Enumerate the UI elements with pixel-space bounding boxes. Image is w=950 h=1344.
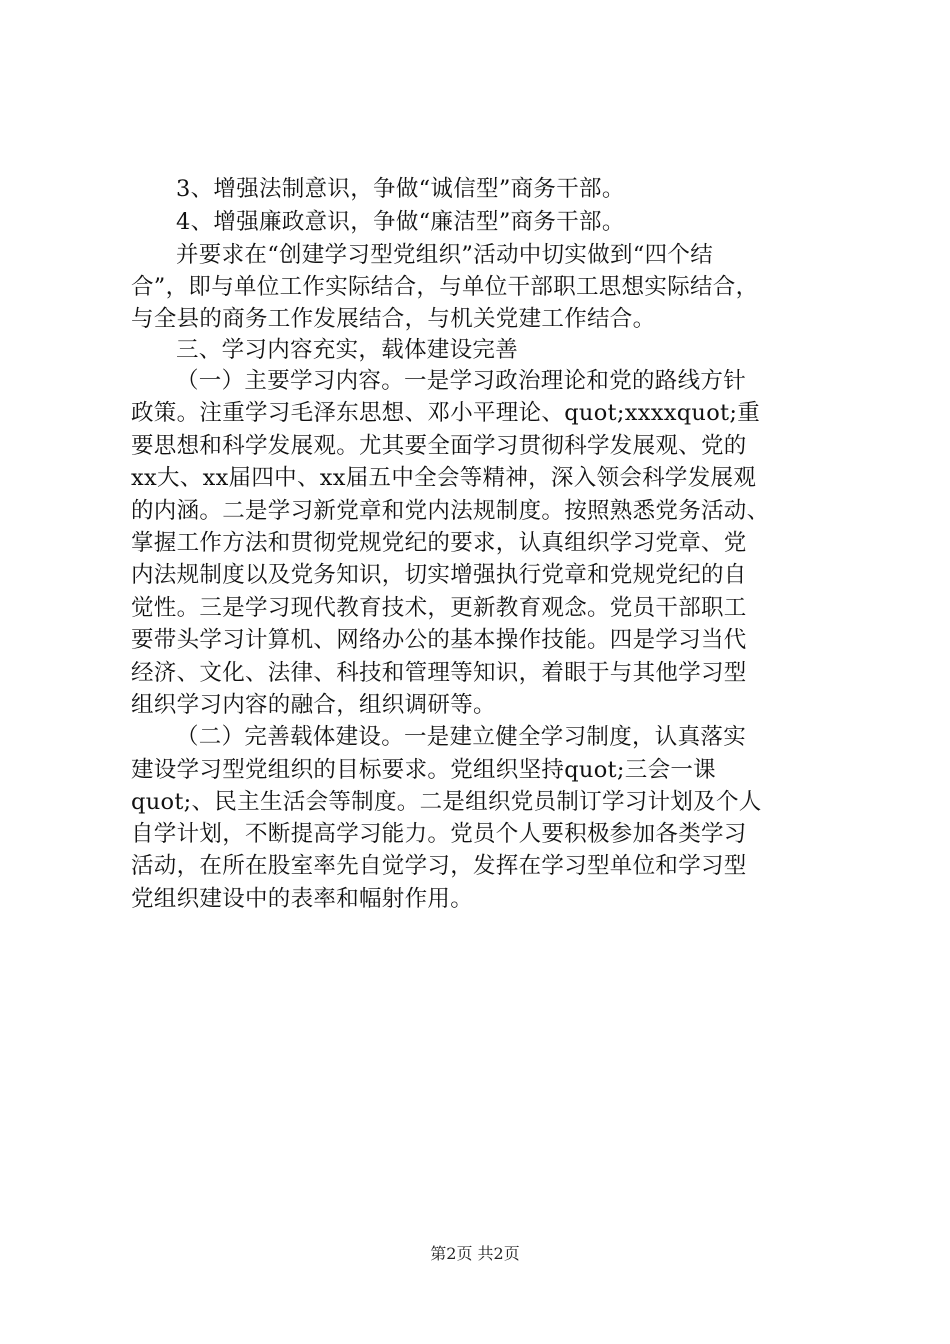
text-line: 合”，即与单位工作实际结合，与单位干部职工思想实际结合， [131, 274, 759, 300]
text-line: 政策。注重学习毛泽东思想、邓小平理论、quot;xxxxquot;重 [131, 400, 761, 426]
text-line: 并要求在“创建学习型党组织”活动中切实做到“四个结 [176, 242, 714, 268]
text-line: 要思想和科学发展观。尤其要全面学习贯彻科学发展观、党的 [131, 433, 747, 459]
section-heading: 三、学习内容充实，载体建设完善 [176, 337, 519, 363]
text-line: 内法规制度以及党务知识，切实增强执行党章和党规党纪的自 [131, 562, 747, 588]
text-line: 4、增强廉政意识，争做“廉洁型”商务干部。 [176, 209, 625, 235]
text-line: 党组织建设中的表率和幅射作用。 [131, 886, 474, 912]
text-line: 组织学习内容的融合，组织调研等。 [131, 692, 496, 718]
text-line: 要带头学习计算机、网络办公的基本操作技能。四是学习当代 [131, 627, 747, 653]
text-line: （二）完善载体建设。一是建立健全学习制度，认真落实 [176, 724, 747, 750]
text-line: 活动，在所在股室率先自觉学习，发挥在学习型单位和学习型 [131, 853, 747, 879]
text-line: （一）主要学习内容。一是学习政治理论和党的路线方针 [176, 368, 747, 394]
text-line: 自学计划，不断提高学习能力。党员个人要积极参加各类学习 [131, 821, 747, 847]
text-line: 经济、文化、法律、科技和管理等知识，着眼于与其他学习型 [131, 660, 747, 686]
text-line: quot;、民主生活会等制度。二是组织党员制订学习计划及个人 [131, 789, 762, 815]
text-line: 掌握工作方法和贯彻党规党纪的要求，认真组织学习党章、党 [131, 530, 747, 556]
text-line: 的内涵。二是学习新党章和党内法规制度。按照熟悉党务活动、 [131, 498, 770, 524]
text-line: 建设学习型党组织的目标要求。党组织坚持quot;三会一课 [131, 757, 716, 783]
text-line: 3、增强法制意识，争做“诚信型”商务干部。 [176, 176, 625, 202]
page-number: 第2页 共2页 [430, 1244, 520, 1263]
text-line: xx大、xx届四中、xx届五中全会等精神，深入领会科学发展观 [131, 465, 757, 491]
text-line: 与全县的商务工作发展结合，与机关党建工作结合。 [131, 306, 656, 332]
text-line: 觉性。三是学习现代教育技术，更新教育观念。党员干部职工 [131, 595, 747, 621]
